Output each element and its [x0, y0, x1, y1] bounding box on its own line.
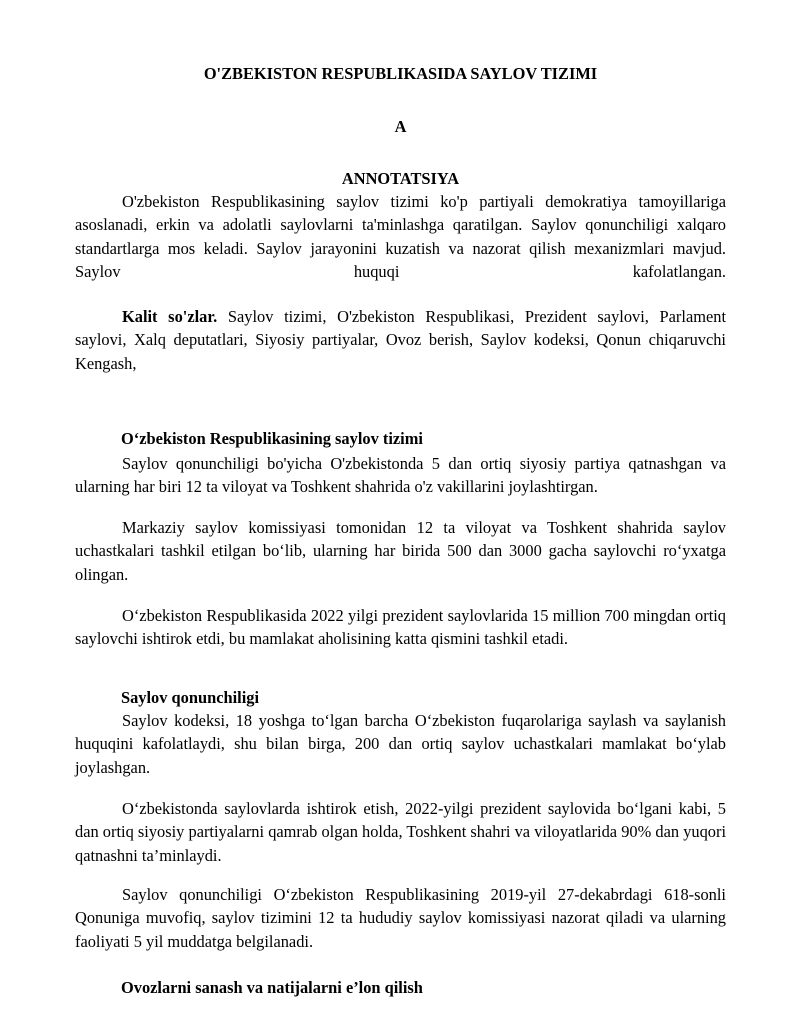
section2-paragraph-1: Saylov kodeksi, 18 yoshga to‘lgan barcha O‘zbekiston fuqarolariga saylash va saylanish huquqini kafolatlaydi, shu bilan birga, 200 dan ortiq saylov uchastkalari mamlakat bo‘ylab joylashgan.: [75, 711, 726, 777]
section2-paragraph-2: O‘zbekistonda saylovlarda ishtirok etish, 2022-yilgi prezident saylovida bo‘lgani kabi, 5 dan ortiq siyosiy partiyalarni qamrab olgan holda, Toshkent shahri va viloyatlarida 90% dan yuqori qatnashni ta’minlaydi.: [75, 799, 726, 865]
section1-paragraph-3: O‘zbekiston Respublikasida 2022 yilgi prezident saylovlarida 15 million 700 mingdan ortiq saylovchi ishtirok etdi, bu mamlakat aholisining katta qismini tashkil etadi.: [75, 606, 726, 649]
section1-paragraph-2: Markaziy saylov komissiyasi tomonidan 12 ta viloyat va Toshkent shahrida saylov uchastkalari tashkil etilgan bo‘lib, ularning har birida 500 dan 3000 gacha saylovchi ro‘yxatga olingan.: [75, 518, 726, 584]
document-title: O'ZBEKISTON RESPUBLIKASIDA SAYLOV TIZIMI: [203, 64, 598, 83]
section2-paragraph-3: Saylov qonunchiligi O‘zbekiston Respublikasining 2019-yil 27-dekabrdagi 618-sonli Qonuniga muvofiq, saylov tizimini 12 ta hududiy saylov komissiyasi nazorat qiladi va ularning faoliyati 5 yil muddatga belgilanadi.: [75, 885, 726, 951]
annotation-heading: ANNOTATSIYA: [341, 169, 460, 188]
section-heading-electoral-system: O‘zbekiston Respublikasining saylov tizimi: [121, 429, 423, 448]
document-letter: A: [394, 117, 407, 136]
section1-paragraph-1: Saylov qonunchiligi bo'yicha O'zbekistonda 5 dan ortiq siyosiy partiya qatnashgan va ularning har biri 12 ta viloyat va Toshkent shahrida o'z vakillarini joylashtirgan.: [75, 454, 726, 497]
section-heading-vote-counting: Ovozlarni sanash va natijalarni e’lon qilish: [121, 978, 423, 997]
keywords-paragraph: [75, 305, 726, 375]
annotation-paragraph: O'zbekiston Respublikasining saylov tizimi ko'p partiyali demokratiya tamoyillariga asoslanadi, erkin va adolatli saylovlarni ta'minlashga qaratilgan. Saylov qonunchiligi xalqaro standartlarga mos keladi. Saylov jarayonini kuzatish va nazorat qilish mexanizmlari mavjud. Saylov huquqi kafolatlangan.: [75, 192, 726, 282]
section-heading-legislation: Saylov qonunchiligi: [121, 688, 260, 707]
keywords-label: Kalit so'zlar.: [122, 307, 218, 326]
keywords-text: Saylov tizimi, O'zbekiston Respublikasi, Prezident saylovi, Parlament saylovi, Xalq deputatlari, Siyosiy partiyalar, Ovoz berish, Saylov kodeksi, Qonun chiqaruvchi Kengash,: [75, 307, 726, 373]
